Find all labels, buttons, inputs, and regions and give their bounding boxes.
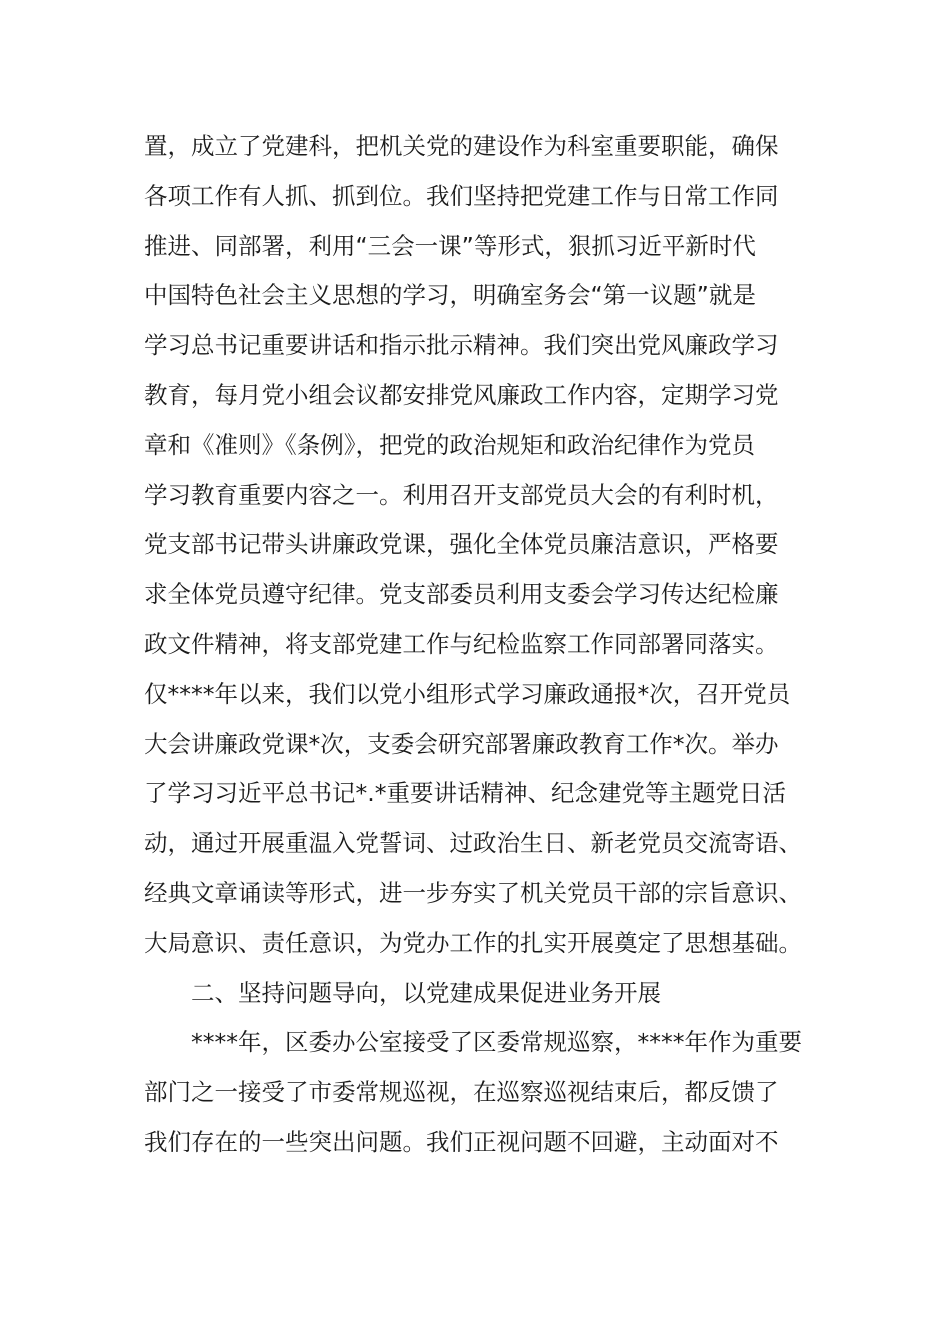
text-line: 动，通过开展重温入党誓词、过政治生日、新老党员交流寄语、 — [144, 829, 802, 858]
text-line: 章和《准则》《条例》，把党的政治规矩和政治纪律作为党员 — [144, 430, 755, 459]
text-line: 学习教育重要内容之一。利用召开支部党员大会的有利时机， — [144, 480, 779, 509]
text-line: 了学习习近平总书记*.*重要讲话精神、纪念建党等主题党日活 — [144, 779, 786, 808]
text-line: 仅****年以来，我们以党小组形式学习廉政通报*次，召开党员 — [144, 679, 791, 708]
text-line: 大局意识、责任意识，为党办工作的扎实开展奠定了思想基础。 — [144, 928, 802, 957]
text-line: 我们存在的一些突出问题。我们正视问题不回避，主动面对不 — [144, 1127, 779, 1156]
text-line: 党支部书记带头讲廉政党课，强化全体党员廉洁意识，严格要 — [144, 530, 779, 559]
text-line: 各项工作有人抓、抓到位。我们坚持把党建工作与日常工作同 — [144, 181, 779, 210]
text-line: 推进、同部署，利用“三会一课”等形式，狠抓习近平新时代 — [144, 231, 756, 260]
text-line: 经典文章诵读等形式，进一步夯实了机关党员干部的宗旨意识、 — [144, 878, 802, 907]
text-line: 中国特色社会主义思想的学习，明确室务会“第一议题”就是 — [144, 281, 756, 310]
body-text — [144, 122, 824, 1168]
text-line: ****年，区委办公室接受了区委常规巡察，****年作为重要 — [191, 1028, 802, 1057]
text-line: 部门之一接受了市委常规巡视，在巡察巡视结束后，都反馈了 — [144, 1078, 779, 1107]
text-line: 置，成立了党建科，把机关党的建设作为科室重要职能，确保 — [144, 132, 779, 160]
text-line: 求全体党员遵守纪律。党支部委员利用支委会学习传达纪检廉 — [144, 580, 779, 609]
text-line: 教育，每月党小组会议都安排党风廉政工作内容，定期学习党 — [144, 380, 779, 409]
text-line: 大会讲廉政党课*次，支委会研究部署廉政教育工作*次。举办 — [144, 729, 779, 758]
text-line: 学习总书记重要讲话和指示批示精神。我们突出党风廉政学习 — [144, 331, 779, 360]
section-heading: 二、坚持问题导向，以党建成果促进业务开展 — [191, 978, 661, 1007]
text-line: 政文件精神，将支部党建工作与纪检监察工作同部署同落实。 — [144, 629, 779, 658]
